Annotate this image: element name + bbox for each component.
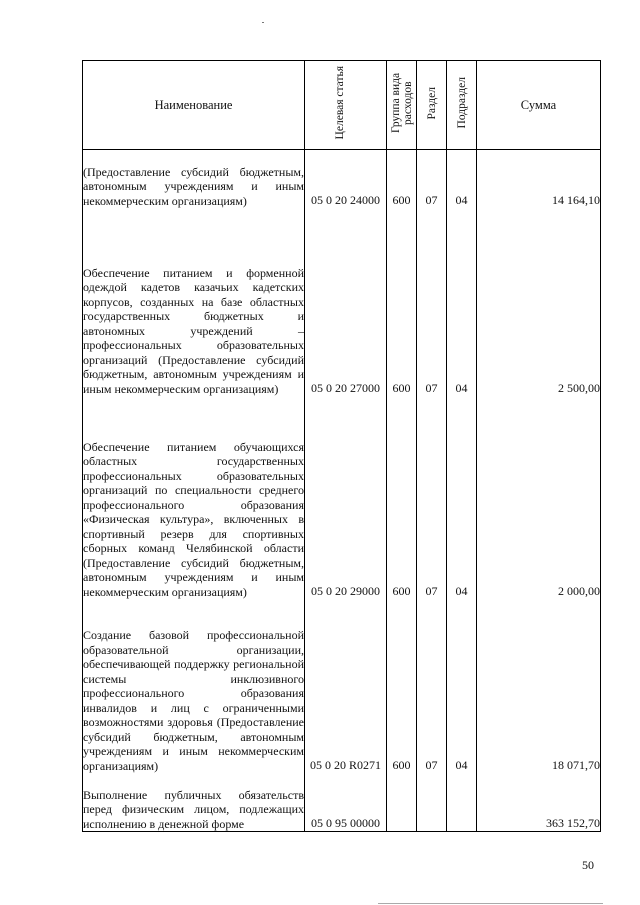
row-subsection: 04 — [447, 396, 477, 599]
row-subsection: 04 — [447, 150, 477, 209]
table-row — [83, 208, 601, 396]
row-name: Создание базовой профессиональной образовательной организации, обеспечивающей поддержку региональной системы инклюзивного профессионального образования инвалидов и лиц с ограниченными возможностями здоровья (Предоставление субсидий бюджетным, автономным учреждениям и иным некоммерческим организациям) — [83, 599, 305, 773]
row-sum: 18 071,70 — [477, 599, 601, 773]
row-section: 07 — [417, 599, 447, 773]
table-header-row — [83, 61, 601, 150]
row-subsection — [447, 773, 477, 832]
header-target — [305, 61, 387, 150]
row-section — [417, 773, 447, 832]
row-code: 05 0 95 00000 — [305, 773, 387, 832]
row-code: 05 0 20 27000 — [305, 208, 387, 396]
header-sum: Сумма — [477, 61, 601, 150]
footer-rule — [378, 903, 603, 904]
row-section: 07 — [417, 208, 447, 396]
row-group: 600 — [387, 150, 417, 209]
table-row — [83, 599, 601, 773]
header-target-label: Целевая статья — [333, 66, 346, 140]
row-name: Обеспечение питанием обучающихся областных государственных профессиональных образовательных организаций по специальности среднего профессионального образования «Физическая культура», включенных в спортивный резерв для спортивных сборных команд Челябинской области (Предоставление субсидий бюджетным, автономным учреждениям и иным некоммерческим организациям) — [83, 396, 305, 599]
row-group: 600 — [387, 396, 417, 599]
row-section: 07 — [417, 396, 447, 599]
table-row — [83, 773, 601, 832]
header-section — [417, 61, 447, 150]
header-subsection-label: Подраздел — [455, 77, 468, 129]
table-row — [83, 150, 601, 209]
row-group: 600 — [387, 208, 417, 396]
row-sum: 2 500,00 — [477, 208, 601, 396]
row-code: 05 0 20 29000 — [305, 396, 387, 599]
table-row — [83, 396, 601, 599]
budget-table — [82, 60, 601, 832]
row-name: Обеспечение питанием и форменной одеждой кадетов казачьих кадетских корпусов, созданных на базе областных государственных бюджетных и автономных учреждений – профессиональных образовательных организаций (Предоставление субсидий бюджетным, автономным учреждениям и иным некоммерческим организациям) — [83, 208, 305, 396]
row-code: 05 0 20 24000 — [305, 150, 387, 209]
row-sum: 14 164,10 — [477, 150, 601, 209]
header-section-label: Раздел — [425, 86, 438, 120]
header-name: Наименование — [83, 61, 305, 150]
row-group: 600 — [387, 599, 417, 773]
header-subsection — [447, 61, 477, 150]
header-group — [387, 61, 417, 150]
row-name: (Предоставление субсидий бюджетным, автономным учреждениям и иным некоммерческим организациям) — [83, 150, 305, 209]
row-section: 07 — [417, 150, 447, 209]
row-subsection: 04 — [447, 208, 477, 396]
page-number: 50 — [582, 858, 594, 872]
row-code: 05 0 20 R0271 — [305, 599, 387, 773]
row-name: Выполнение публичных обязательств перед физическим лицом, подлежащих исполнению в денежной форме — [83, 773, 305, 832]
row-sum: 363 152,70 — [477, 773, 601, 832]
scan-mark — [262, 22, 264, 23]
row-subsection: 04 — [447, 599, 477, 773]
row-sum: 2 000,00 — [477, 396, 601, 599]
row-group — [387, 773, 417, 832]
header-group-label: Группа вида расходов — [389, 72, 414, 134]
